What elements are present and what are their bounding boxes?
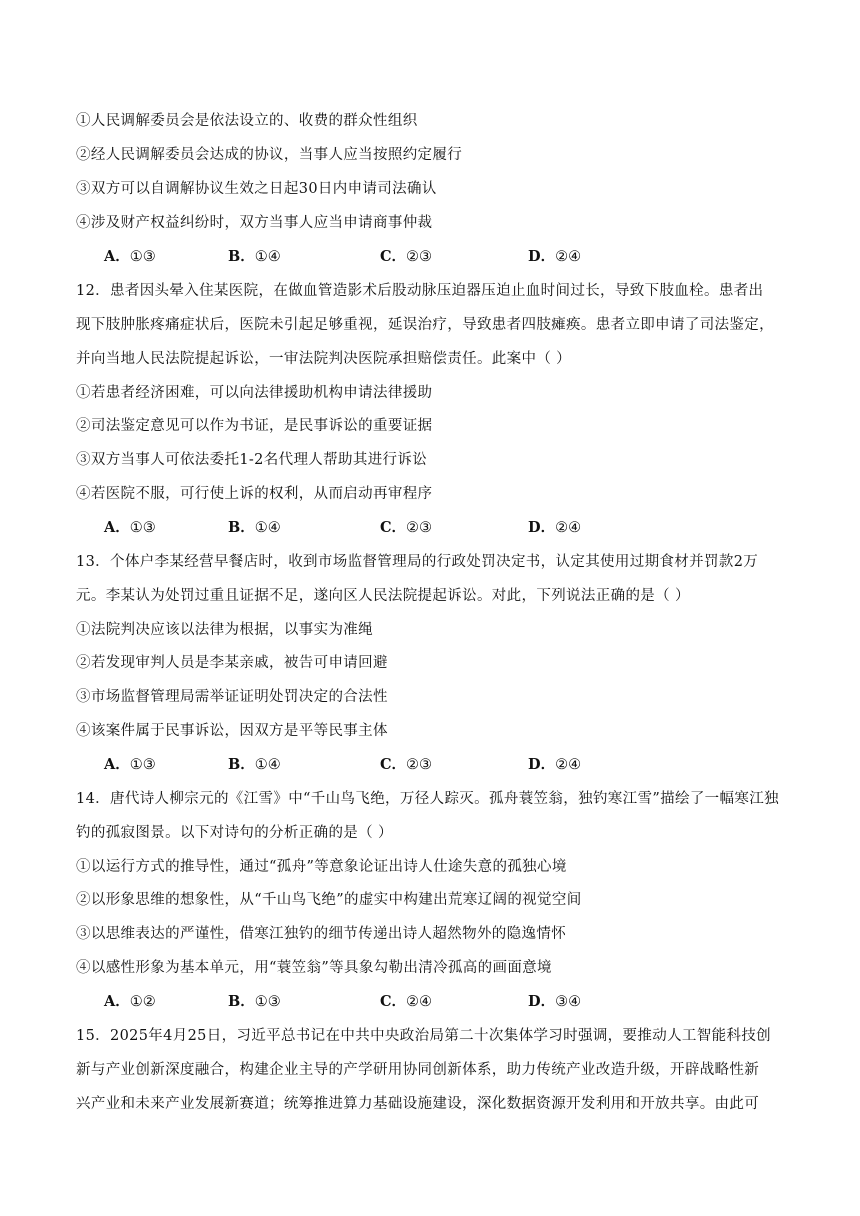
q14-stem-line-2: 钓的孤寂图景。以下对诗句的分析正确的是（ ） [76,825,393,841]
q15-stem-line-1: 15．2025年4月25日，习近平总书记在中共中央政治局第二十次集体学习时强调，要推动人工智能科技创 [76,1028,772,1044]
q14-option-4: ④以感性形象为基本单元，用“蓑笠翁”等具象勾勒出清冷孤高的画面意境 [76,960,552,976]
q13-choice-d[interactable]: D．②④ [528,756,582,773]
q12-choice-c[interactable]: C．②③ [380,519,433,536]
q13-choice-b[interactable]: B．①④ [228,756,281,773]
q12-choice-d[interactable]: D．②④ [528,519,582,536]
q14-stem-line-1: 14．唐代诗人柳宗元的《江雪》中“千山鸟飞绝，万径人踪灭。孤舟蓑笠翁，独钓寒江雪”描绘了一幅寒江独 [76,791,779,807]
q15-stem-line-2: 新与产业创新深度融合，构建企业主导的产学研用协同创新体系，助力传统产业改造升级，开辟战略性新 [76,1062,760,1078]
q12-choices [104,518,664,538]
q14-choice-c[interactable]: C．②④ [380,993,433,1010]
q13-stem-line-1: 13．个体户李某经营早餐店时，收到市场监督管理局的行政处罚决定书，认定其使用过期食材并罚款2万 [76,554,759,570]
q11-option-2: ②经人民调解委员会达成的协议，当事人应当按照约定履行 [76,147,463,163]
q12-choice-b[interactable]: B．①④ [228,519,281,536]
q13-option-3: ③市场监督管理局需举证证明处罚决定的合法性 [76,689,388,705]
q14-option-3: ③以思维表达的严谨性，借寒江独钓的细节传递出诗人超然物外的隐逸情怀 [76,926,567,942]
q12-option-4: ④若医院不服，可行使上诉的权利，从而启动再审程序 [76,486,433,502]
q14-choice-d[interactable]: D．③④ [528,993,582,1010]
q12-choice-a[interactable]: A．①③ [104,519,156,536]
q12-option-1: ①若患者经济困难，可以向法律援助机构申请法律援助 [76,385,433,401]
q11-choices [104,247,664,267]
q13-option-1: ①法院判决应该以法律为根据，以事实为准绳 [76,622,373,638]
q13-option-2: ②若发现审判人员是李某亲戚，被告可申请回避 [76,655,388,671]
q14-option-2: ②以形象思维的想象性，从“千山鸟飞绝”的虚实中构建出荒寒辽阔的视觉空间 [76,892,582,908]
q12-stem-line-1: 12．患者因头晕入住某医院，在做血管造影术后股动脉压迫器压迫止血时间过长，导致下肢血栓。患者出 [76,283,764,299]
q15-stem-line-3: 兴产业和未来产业发展新赛道；统筹推进算力基础设施建设，深化数据资源开发利用和开放共享。由此可 [76,1096,760,1112]
q13-choice-a[interactable]: A．①③ [104,756,156,773]
q11-choice-c[interactable]: C．②③ [380,248,433,265]
q14-choices [104,992,664,1012]
q11-option-3: ③双方可以自调解协议生效之日起30日内申请司法确认 [76,181,437,197]
q11-option-1: ①人民调解委员会是依法设立的、收费的群众性组织 [76,113,418,129]
q12-stem-line-3: 并向当地人民法院提起诉讼，一审法院判决医院承担赔偿责任。此案中（ ） [76,351,572,367]
q13-choice-c[interactable]: C．②③ [380,756,433,773]
q14-option-1: ①以运行方式的推导性，通过“孤舟”等意象论证出诗人仕途失意的孤独心境 [76,859,567,875]
q11-choice-d[interactable]: D．②④ [528,248,582,265]
q12-option-2: ②司法鉴定意见可以作为书证，是民事诉讼的重要证据 [76,418,433,434]
q13-stem-line-2: 元。李某认为处罚过重且证据不足，遂向区人民法院提起诉讼。对此，下列说法正确的是（ ） [76,588,690,604]
q11-choice-b[interactable]: B．①④ [228,248,281,265]
q12-stem-line-2: 现下肢肿胀疼痛症状后，医院未引起足够重视，延误治疗，导致患者四肢瘫痪。患者立即申请了司法鉴定， [76,317,774,333]
q13-choices [104,755,664,775]
q14-choice-a[interactable]: A．①② [104,993,156,1010]
q11-option-4: ④涉及财产权益纠纷时，双方当事人应当申请商事仲裁 [76,215,433,231]
q14-choice-b[interactable]: B．①③ [228,993,281,1010]
q13-option-4: ④该案件属于民事诉讼，因双方是平等民事主体 [76,723,388,739]
q11-choice-a[interactable]: A．①③ [104,248,156,265]
q12-option-3: ③双方当事人可依法委托1-2名代理人帮助其进行诉讼 [76,452,428,468]
